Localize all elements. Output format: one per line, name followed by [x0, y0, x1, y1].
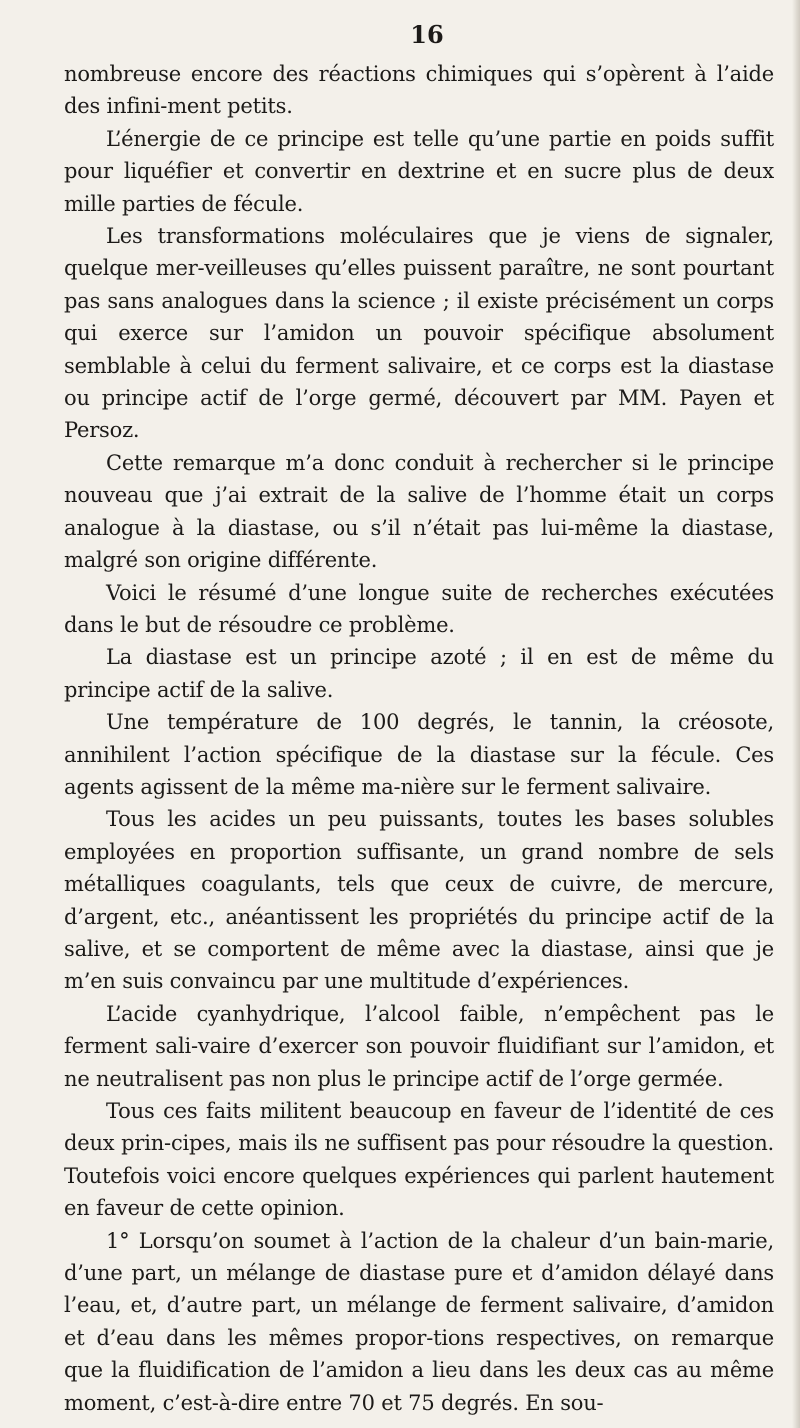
paragraph: Tous les acides un peu puissants, toutes les bases solubles employées en proportion suffisante, un grand nombre de sels métalliques coagulants, tels que ceux de cuivre, de mercure, d’argent, etc., anéantissent les propriétés du principe actif de la salive, et se comportent de même avec la diastase, ainsi que je m’en suis convaincu par une multitude d’expériences. [64, 807, 774, 994]
paragraph: L’acide cyanhydrique, l’alcool faible, n’empêchent pas le ferment sali-vaire d’exercer son pouvoir fluidifiant sur l’amidon, et ne neutralisent pas non plus le principe actif de l’orge germée. [64, 1001, 774, 1091]
paragraph: 1° Lorsqu’on soumet à l’action de la chaleur d’un bain-marie, d’une part, un mélange de diastase pure et d’amidon délayé dans l’eau, et, d’autre part, un mélange de ferment salivaire, d’amidon et d’eau dans les mêmes propor-tions respectives, on remarque que la fluidification de l’amidon a lieu dans les deux cas au même moment, c’est-à-dire entre 70 et 75 degrés. En sou- [64, 1228, 774, 1415]
paragraph: Cette remarque m’a donc conduit à rechercher si le principe nouveau que j’ai extrait de la salive de l’homme était un corps analogue à la diastase, ou s’il n’était pas lui-même la diastase, malgré son origine différente. [64, 450, 774, 573]
paragraph: L’énergie de ce principe est telle qu’une partie en poids suffit pour liquéfier et convertir en dextrine et en sucre plus de deux mille parties de fécule. [64, 126, 774, 216]
paragraph: Une température de 100 degrés, le tannin, la créosote, annihilent l’action spécifique de la diastase sur la fécule. Ces agents agissent de la même ma-nière sur le ferment salivaire. [64, 710, 774, 799]
paragraph: Tous ces faits militent beaucoup en faveur de l’identité de ces deux prin-cipes, mais ils ne suffisent pas pour résoudre la question. Toutefois voici encore quelques expériences qui parlent hautement en faveur de cette opinion. [64, 1099, 774, 1221]
paragraph: nombreuse encore des réactions chimiques qui s’opèrent à l’aide des infini-ment petits. [64, 62, 774, 119]
body-text [64, 58, 774, 1419]
page-edge-shadow [792, 0, 800, 1428]
paragraph: La diastase est un principe azoté ; il en est de même du principe actif de la salive. [64, 645, 774, 702]
paragraph: Voici le résumé d’une longue suite de recherches exécutées dans le but de résoudre ce problème. [64, 580, 774, 637]
page-number: 16 [410, 20, 444, 49]
paragraph: Les transformations moléculaires que je viens de signaler, quelque mer-veilleuses qu’elles puissent paraître, ne sont pourtant pas sans analogues dans la science ; il existe précisément un corps qui exerce sur l’amidon un pouvoir spécifique absolument semblable à celui du ferment salivaire, et ce corps est la diastase ou principe actif de l’orge germé, découvert par MM. Payen et Persoz. [64, 224, 774, 443]
